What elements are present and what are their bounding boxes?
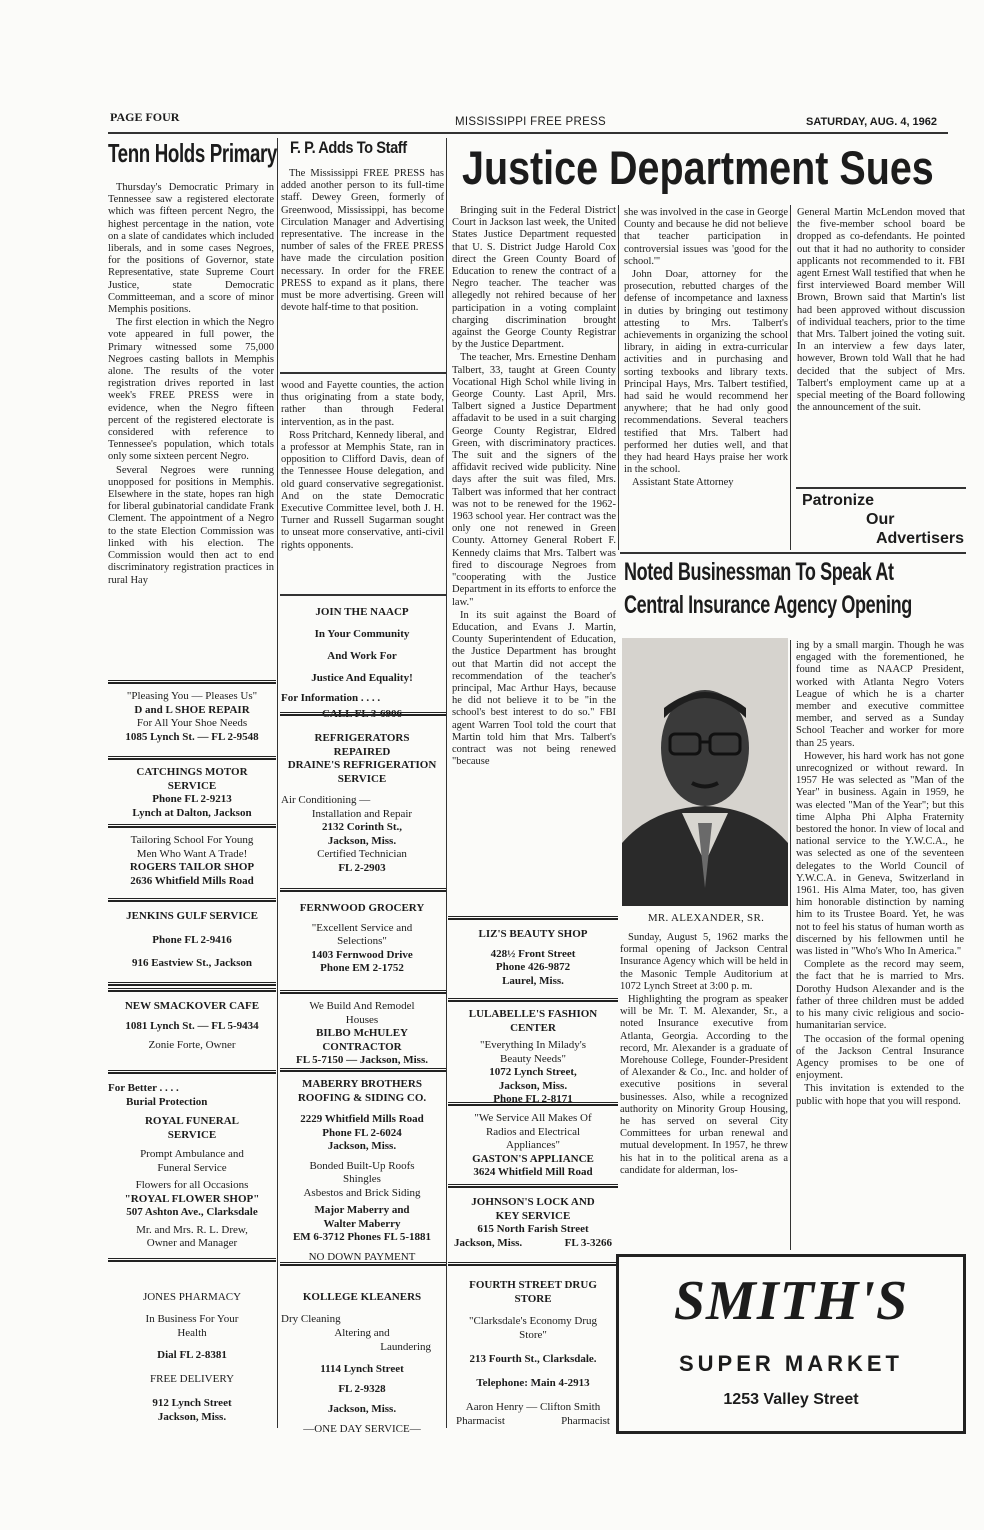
ad-line: Houses xyxy=(345,1013,379,1026)
ad-line: 1081 Lynch St. — FL 5-9434 xyxy=(125,1019,259,1032)
ad-line: CATCHINGS MOTOR xyxy=(136,766,248,778)
ad-line: 428½ Front Street xyxy=(490,947,576,960)
ad-line: —ONE DAY SERVICE— xyxy=(303,1423,421,1435)
noted-para-5: Complete as the record may seem, the fact that he is married to Mrs. Dorothy Hudson Alexander and is the father of three children must be added to his many civic religious and socio-humanitarian service. xyxy=(796,959,964,1032)
tenn-cont-para-1: wood and Fayette counties, the action thus originating from a state body, rather than through Federal intervention, as in the past. xyxy=(281,380,444,428)
noted-para-6: The occasion of the formal opening of the Jackson Central Insurance Agency promises to be one of enjoyment. xyxy=(796,1033,964,1082)
photo-alexander xyxy=(622,638,788,906)
ad-line: FL 5-7150 — Jackson, Miss. xyxy=(295,1054,428,1066)
ad-line: JOHNSON'S LOCK AND xyxy=(471,1196,595,1208)
ad-line: ROYAL FUNERAL xyxy=(144,1115,240,1127)
ad-rogers-tailor xyxy=(108,834,276,890)
ad-line: Jackson, Miss. xyxy=(157,1411,227,1423)
ad-line: "Everything In Milady's xyxy=(479,1039,587,1051)
rule xyxy=(280,372,446,374)
ad-line: Installation and Repair xyxy=(311,807,413,820)
ad-line: Dial FL 2-8381 xyxy=(157,1349,227,1361)
tenn-continued xyxy=(281,380,444,590)
noted-para-1: Sunday, August 5, 1962 marks the formal opening of Jackson Central Insurance Agency which will be held in the Masonic Temple Auditorium at 1072 Lynch Street at 3:00 p. m. xyxy=(620,932,788,992)
ad-line: CENTER xyxy=(510,1021,556,1034)
ad-line: Jackson, Miss. xyxy=(327,1403,397,1415)
ad-line: In Business For Your xyxy=(145,1313,239,1325)
ad-line: SERVICE xyxy=(167,779,217,792)
noted-headline-box xyxy=(624,558,966,628)
tenn-para-1: Thursday's Democratic Primary in Tennessee saw a registered electorate which was fifteen percent Negro, the highest percentage in the nation, vote on a slate of candidates which included liberals, and in some cases Negroes, for the positions of Governor, state Representative, state Supreme Court Justice, state Democratic Committeeman, and a score of minor Memphis positions. xyxy=(108,182,274,316)
ad-jones-pharmacy xyxy=(108,1290,276,1430)
column-rule xyxy=(277,138,278,1428)
patronize-box xyxy=(800,492,966,550)
justice-para-4: she was involved in the case in George County and because he did not believe that teacher participation in controversial issues was 'good for the school.'" xyxy=(624,207,788,267)
ad-fernwood-grocery xyxy=(279,902,445,982)
ad-line: 916 Eastview St., Jackson xyxy=(131,957,253,969)
ad-line: And Work For xyxy=(327,650,397,662)
noted-para-7: This invitation is extended to the public with hope that you will respond. xyxy=(796,1083,964,1107)
ad-line: D and L SHOE REPAIR xyxy=(134,703,250,716)
ad-line: Phone 426-9872 xyxy=(495,961,571,973)
tenn-headline-box xyxy=(108,138,276,178)
ad-line: 1072 Lynch Street, xyxy=(489,1066,577,1078)
ad-line: Beauty Needs" xyxy=(500,1052,566,1065)
noted-headline-2: Central Insurance Agency Opening xyxy=(624,591,912,619)
ad-line: Health xyxy=(177,1327,207,1339)
ad-line: 213 Fourth St., Clarksdale. xyxy=(469,1353,597,1365)
smiths-subtitle: SUPER MARKET xyxy=(678,1351,903,1376)
ad-line: Telephone: Main 4-2913 xyxy=(476,1377,590,1389)
ad-draine-refrigeration xyxy=(279,732,445,872)
paper-name: MISSISSIPPI FREE PRESS xyxy=(455,116,607,128)
ad-separator xyxy=(108,898,276,902)
patronize-line-2: Our xyxy=(866,511,895,528)
ad-liz-beauty xyxy=(450,928,616,994)
ad-line: 1085 Lynch St. — FL 2-9548 xyxy=(125,730,259,743)
tenn-story xyxy=(108,182,274,672)
ad-gaston-appliance xyxy=(450,1112,616,1178)
ad-line: JOIN THE NAACP xyxy=(315,606,409,618)
ad-line: For Better . . . . xyxy=(108,1082,179,1094)
ad-line: REPAIRED xyxy=(333,745,391,758)
ad-line: FL 2-9328 xyxy=(338,1383,386,1395)
ad-line: ROGERS TAILOR SHOP xyxy=(129,861,255,873)
justice-para-1: Bringing suit in the Federal District Court in Jackson last week, the United States Justice Department requested that U. S. District Judge Harold Cox direct the Green County Board of Education to renew the contract of a Negro teacher. The teacher was allegedly not rehired because of her participation in a voting complaint charging discrimination brought against the George County Registrar by the Justice Department. xyxy=(452,205,616,351)
patronize-line-1: Patronize xyxy=(802,492,875,509)
rule xyxy=(796,487,966,489)
ad-line: Altering and xyxy=(334,1327,390,1339)
ad-line: Store" xyxy=(519,1329,547,1341)
ad-line: LULABELLE'S FASHION xyxy=(468,1008,598,1020)
ad-line: Pharmacist xyxy=(561,1415,610,1427)
ad-line: Walter Maberry xyxy=(323,1217,401,1230)
ad-line: 615 North Farish Street xyxy=(477,1223,589,1235)
justice-para-7: General Martin McLendon moved that the five-member school board be dropped as co-defendants. He pointed out that it had no authority to consider applicants not recommended to it. FBI agent Ernest Wall testified that when he first interviewed Board member Will Brown, Brown said that Martin's list had been approved without discussion of individual teachers, prior to the time that Mrs. Talbert joined the voting suit. In an interview a few days later, however, Brown told Wall that he had decided that the subject of Mrs. Talbert's employment came up at a special meeting of the Board following the announcement of the suit. xyxy=(797,207,965,414)
ad-line: FOURTH STREET DRUG xyxy=(469,1279,597,1291)
ad-separator xyxy=(280,712,446,716)
ad-line: Jackson, Miss. xyxy=(327,834,397,847)
ad-line: Phone FL 2-9416 xyxy=(152,933,232,946)
fp-para-1: The Mississippi FREE PRESS has added another person to its full-time staff. Dewey Green, formerly of Greenwood, Mississippi, has become Circulation Manager and Advertising representative. The increase in the number of sales of the FREE PRESS have made the circulation position necessary. In order for the FREE PRESS to expand as it plans, there must be more advertising. Green will devote half-time to that position. xyxy=(281,168,444,314)
ad-separator xyxy=(108,982,276,986)
ad-line: Jackson, Miss. xyxy=(498,1079,568,1092)
ad-line: MABERRY BROTHERS xyxy=(302,1078,422,1090)
ad-line: Men Who Want A Trade! xyxy=(136,847,248,860)
ad-separator xyxy=(280,1262,446,1266)
ad-line: Phone FL 2-8171 xyxy=(493,1093,573,1105)
fp-headline: F. P. Adds To Staff xyxy=(290,138,407,157)
ad-line: "Clarksdale's Economy Drug xyxy=(468,1315,598,1327)
ad-kollege-kleaners xyxy=(279,1290,445,1435)
ad-line: Selections" xyxy=(337,935,387,947)
ad-line: In Your Community xyxy=(314,628,410,640)
ad-line: For All Your Shoe Needs xyxy=(136,717,248,729)
ad-fourth-street-drug xyxy=(450,1278,616,1428)
ad-separator xyxy=(108,756,276,760)
ad-smackover-cafe xyxy=(108,1000,276,1060)
ad-separator xyxy=(448,1184,618,1188)
issue-date: SATURDAY, AUG. 4, 1962 xyxy=(806,116,938,128)
ad-separator xyxy=(448,998,618,1002)
ad-shoe-repair xyxy=(108,690,276,742)
noted-headline-1: Noted Businessman To Speak At xyxy=(624,558,894,586)
ad-royal-funeral xyxy=(108,1082,276,1252)
ad-line: 2229 Whitfield Mills Road xyxy=(300,1113,424,1125)
ad-separator xyxy=(108,1258,276,1262)
ad-johnson-lock xyxy=(450,1196,616,1252)
column-rule xyxy=(790,640,791,1250)
ad-line: Pharmacist xyxy=(456,1415,505,1427)
justice-para-2: The teacher, Mrs. Ernestine Denham Talbert, 33, taught at Green County Vocational High Schol while living in George County. Last April, Mrs. Talbert signed a Justice Department affadavit to be used in a suit charging George County Registrar, Eldred Green, with discriminatory practices. The suit and the signers of the affidavit recived wide publicity. Nine days after the suit was filed, Mrs. Talbert was informed that her contract was not to be renewed for the 1962-1963 school year. Her contract was the only one not renewed in Green County. Attorney General Robert F. Kennedy claims that Mrs. Talbert was fired to discourage Negroes from "cooperating with the Justice Department in its efforts to enforce the law." xyxy=(452,352,616,608)
justice-para-5: John Doar, attorney for the prosecution, rebutted charges of the defense of incompetance and laxness in duties by bringing out testimony attesting to Mrs. Talbert's achievements in organizing the school library, in aiding in extra-curricular activities and in purchasing and sorting texbooks and library texts. Principal Hays, Mrs. Talbert testified, had said he would recommend her anywhere; that he had only good recommendations. Several teachers testified that Mrs. Talbert had performed her duties well, and that they had heard Hays praise her work in the school. xyxy=(624,269,788,476)
ad-line: SERVICE xyxy=(167,1128,217,1141)
ad-line: "Pleasing You — Pleases Us" xyxy=(126,690,258,702)
ad-line: We Build And Remodel xyxy=(309,1000,415,1012)
ad-line: Jackson, Miss. xyxy=(454,1236,523,1249)
ad-catchings-motor xyxy=(108,766,276,822)
noted-col-2 xyxy=(796,640,964,1252)
ad-line: Phone EM 2-1752 xyxy=(320,962,404,974)
ad-line: Phone FL 2-6024 xyxy=(322,1126,402,1139)
ad-line: Laurel, Miss. xyxy=(502,974,564,987)
ad-line: CONTRACTOR xyxy=(322,1040,402,1053)
ad-separator xyxy=(448,916,618,920)
ad-line: Prompt Ambulance and xyxy=(140,1148,244,1160)
ad-line: Radios and Electrical xyxy=(485,1125,581,1138)
ad-line: JENKINS GULF SERVICE xyxy=(126,910,258,922)
masthead-rule xyxy=(108,132,948,134)
photo-caption: MR. ALEXANDER, SR. xyxy=(647,912,765,924)
ad-line: FERNWOOD GROCERY xyxy=(299,902,425,914)
page-number: PAGE FOUR xyxy=(110,110,180,124)
justice-para-6: Assistant State Attorney xyxy=(632,477,734,489)
ad-line: Bonded Built-Up Roofs xyxy=(309,1159,415,1172)
ad-line: KEY SERVICE xyxy=(495,1209,571,1222)
ad-separator xyxy=(280,1068,446,1072)
ad-separator xyxy=(448,1262,618,1266)
ad-line: FREE DELIVERY xyxy=(149,1373,235,1385)
ad-line: 912 Lynch Street xyxy=(152,1397,232,1409)
ad-maberry-roofing xyxy=(279,1078,445,1263)
ad-line: Funeral Service xyxy=(157,1161,227,1174)
patronize-line-3: Advertisers xyxy=(875,530,964,547)
ad-line: Jackson, Miss. xyxy=(327,1140,397,1152)
ad-line: Laundering xyxy=(380,1341,431,1353)
justice-headline-box xyxy=(452,140,952,202)
ad-lulabelle-fashion xyxy=(450,1008,616,1105)
ad-line: "We Service All Makes Of xyxy=(474,1112,592,1124)
ad-line: STORE xyxy=(514,1293,552,1305)
ad-line: Phone FL 2-9213 xyxy=(152,793,232,805)
ad-line: Lynch at Dalton, Jackson xyxy=(132,806,252,819)
ad-line: "ROYAL FLOWER SHOP" xyxy=(124,1192,260,1205)
ad-line: 1114 Lynch Street xyxy=(320,1363,404,1375)
ad-line: FL 3-3266 xyxy=(564,1236,612,1249)
justice-headline: Justice Department Sues xyxy=(462,141,934,194)
noted-col-1 xyxy=(620,932,788,1252)
ad-line: REFRIGERATORS xyxy=(314,732,410,744)
ad-separator xyxy=(108,1070,276,1074)
ad-line: 2636 Whitfield Mills Road xyxy=(130,874,254,887)
fp-headline-box xyxy=(282,138,444,166)
ad-naacp xyxy=(279,604,445,720)
ad-line: GASTON'S APPLIANCE xyxy=(472,1152,594,1165)
ad-line: 507 Ashton Ave., Clarksdale xyxy=(126,1206,258,1218)
ad-line: Mr. and Mrs. R. L. Drew, xyxy=(136,1223,248,1236)
ad-line: Shingles xyxy=(343,1173,381,1185)
ad-line: Flowers for all Occasions xyxy=(135,1179,249,1191)
ad-line: Asbestos and Brick Siding xyxy=(303,1186,421,1199)
rule xyxy=(280,594,446,596)
ad-line: NEW SMACKOVER CAFE xyxy=(124,1000,260,1012)
ad-line: Aaron Henry — Clifton Smith xyxy=(465,1401,601,1413)
ad-line: Justice And Equality! xyxy=(311,672,413,684)
noted-para-2: Highlighting the program as speaker will be Mr. T. M. Alexander, Sr., a noted Insurance executive from Atlanta, Georgia. According to the record, Mr. Alexander is a graduate of Morehouse College, Founder-President of Alexander & Co., Inc. and holder of executive positions in several businesses. Also, while a recognized authority on Minority Group Housing, he has served on several City Committees for urban renewal and mutual development. In 1957, he threw his hat in to the political arena as a candidate for alderman, los- xyxy=(620,994,788,1176)
column-rule xyxy=(618,205,619,550)
fp-story xyxy=(281,168,444,360)
ad-line: Air Conditioning — xyxy=(281,794,371,806)
column-rule xyxy=(446,138,447,1428)
ad-line: Zonie Forte, Owner xyxy=(148,1039,236,1051)
ad-separator xyxy=(108,824,276,828)
ad-smiths xyxy=(616,1254,966,1434)
column-rule xyxy=(790,205,791,550)
ad-line: EM 6-3712 Phones FL 5-1881 xyxy=(292,1231,432,1243)
justice-para-3: In its suit against the Board of Education, and Evans J. Martin, County Superintendent of Education, the Justice Department has brought out that Martin did not accept the recommendation of the teacher's principal, Mac Arthur Hays, because he did not believe it to be "in the school's best interest to do so." FBI agent Warren Tool told the court that Martin told him that Mrs. Talbert's contract was not being renewed "because xyxy=(452,609,616,768)
ad-line: For Information . . . . xyxy=(281,692,381,704)
justice-col-3 xyxy=(797,207,965,487)
tenn-para-2: The first election in which the Negro vote appeared in full power, the Primary witnessed some 75,000 Negroes casting ballots in Memphis alone. The results of the voter registration drives reported in last week's FREE PRESS were in evidence, when the Negro fifteen percent of the registered electorate is considered with reference to Tennessee's population, which totals only some sixteen percent Negro. xyxy=(108,317,274,463)
ad-line: JONES PHARMACY xyxy=(142,1291,242,1303)
ad-line: LIZ'S BEAUTY SHOP xyxy=(478,928,588,940)
ad-separator xyxy=(280,990,446,994)
ad-separator xyxy=(280,888,446,892)
ad-line: FL 2-2903 xyxy=(338,861,386,874)
tenn-headline: Tenn Holds Primary xyxy=(108,138,277,168)
ad-line: 1403 Fernwood Drive xyxy=(311,948,413,961)
ad-line: Tailoring School For Young xyxy=(130,834,254,846)
ad-line: Certified Technician xyxy=(317,848,407,860)
ad-line: SERVICE xyxy=(337,772,387,785)
rule xyxy=(620,552,966,554)
ad-separator xyxy=(108,680,276,684)
ad-line: Owner and Manager xyxy=(146,1237,238,1249)
ad-line: NO DOWN PAYMENT xyxy=(308,1250,416,1263)
tenn-cont-para-2: Ross Pritchard, Kennedy liberal, and a professor at Memphis State, ran in opposition to Clifford Davis, dean of the Tennessee House delegation, and old guard conservative segregationist. And on the state Democratic Executive Committee level, both J. H. Turner and Russell Sugarman sought to unseat more conservative, anti-civil rights opponents. xyxy=(281,429,444,551)
smiths-address: 1253 Valley Street xyxy=(723,1391,859,1408)
smiths-name: SMITH'S xyxy=(673,1270,909,1332)
ad-jenkins-gulf xyxy=(108,910,276,974)
justice-col-2 xyxy=(624,207,788,547)
ad-line: ROOFING & SIDING CO. xyxy=(297,1091,427,1104)
ad-line: KOLLEGE KLEANERS xyxy=(302,1291,422,1303)
ad-line: Burial Protection xyxy=(126,1095,208,1108)
ad-line: DRAINE'S REFRIGERATION xyxy=(287,759,437,771)
ad-line: 3624 Whitfield Mill Road xyxy=(473,1166,593,1178)
noted-para-3: ing by a small margin. Though he was engaged with the forementioned, he found time as NAACP President, worked with Atlanta Negro Voters League of which he is a charter member and executive committee member, and served as a Sunday School Teacher and worker for more than 25 years. xyxy=(796,640,964,749)
portrait-image xyxy=(622,638,788,906)
ad-line: 2132 Corinth St., xyxy=(321,821,403,833)
ad-line: BILBO McHULEY xyxy=(316,1027,408,1039)
noted-para-4: However, his hard work has not gone unrecognized or without reward. In 1957 He was selected as "Man of the Year" in business. Again in 1959, he was elected "Man of the Year"; but this time Alpha Phi Alpha Fraternity bestored the honor. In view of local and national service to the Y.W.C.A., he was selected as one of the seventeen delegates to the World Council of Y.W.C.A. in Geneva, Switzerland in 1961. His Alma Mater, too, has given him honorable distinction by naming him to its Trustee Board. Yet, he was not to feel his status of human worth as discerned by his fellowmen until he was listed in "Who's Who In America." xyxy=(796,750,964,958)
ad-bilbo-contractor xyxy=(279,1000,445,1064)
ad-line: Appliances" xyxy=(506,1139,560,1151)
ad-separator xyxy=(108,988,276,992)
tenn-para-3: Several Negroes were running unopposed for positions in Memphis. Elsewhere in the state, hopes ran high for liberal gubinatorial candidate Frank Clement. The appointment of a Negro to the state Election Commission was linked with his election. The Commission would then act to end discriminatory registration practices in rural Hay xyxy=(108,464,274,586)
ad-line: Major Maberry and xyxy=(314,1204,410,1216)
ad-line: Dry Cleaning xyxy=(281,1313,341,1325)
justice-col-1 xyxy=(452,205,616,950)
ad-line: CALL FL 3-6906 xyxy=(321,708,403,720)
ad-line: "Excellent Service and xyxy=(311,921,413,934)
ad-separator xyxy=(448,1102,618,1106)
